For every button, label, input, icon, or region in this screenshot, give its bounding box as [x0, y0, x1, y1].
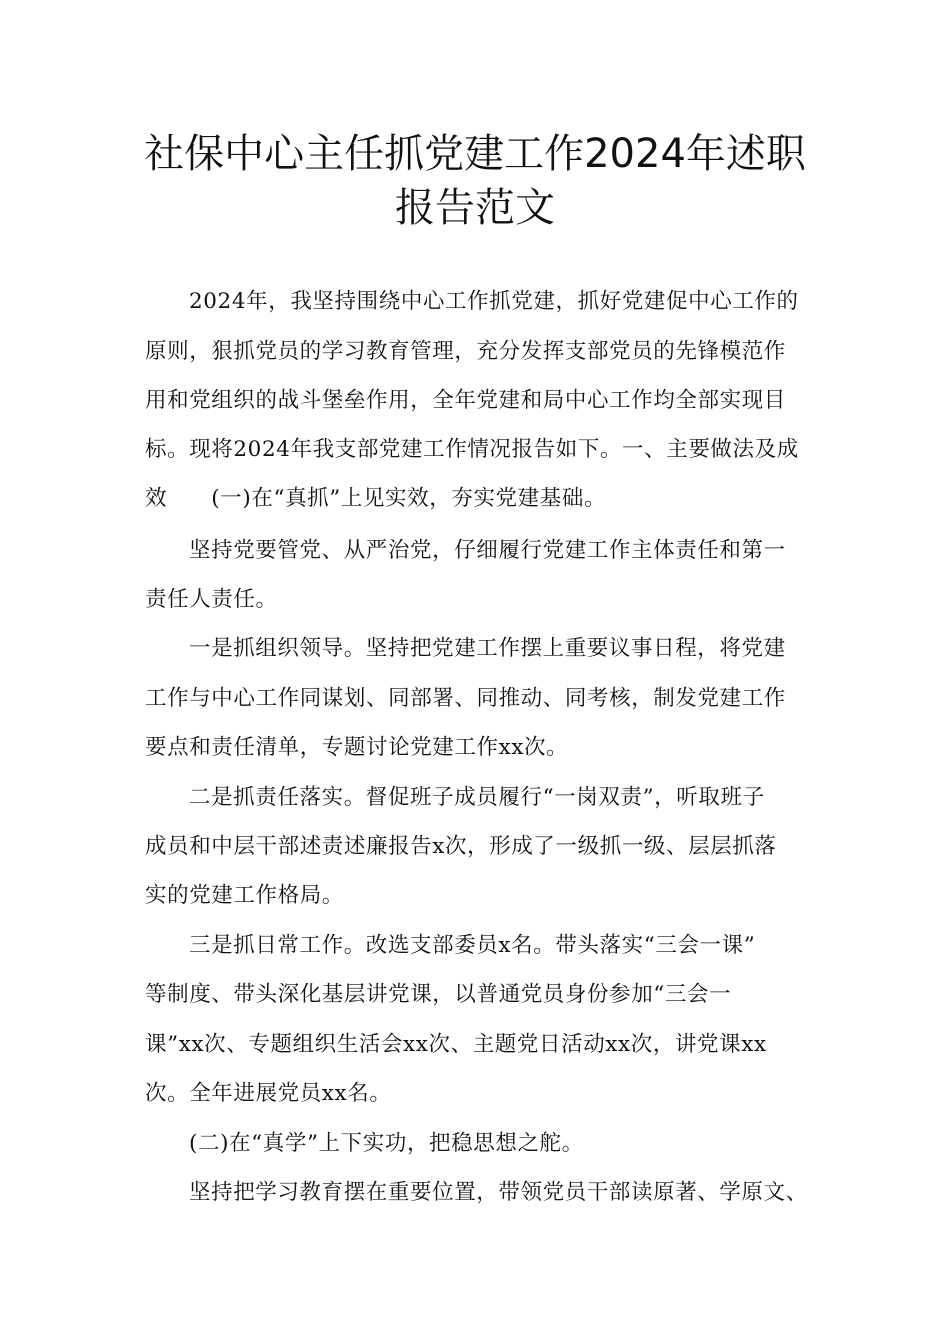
body-line-14: 三是抓日常工作。改选支部委员x名。带头落实“三会一课”	[189, 933, 756, 958]
body-line-17: 次。全年进展党员xx名。	[145, 1081, 392, 1106]
body-line-8: 一是抓组织领导。坚持把党建工作摆上重要议事日程，将党建	[189, 636, 786, 661]
document-title-line-1: 社保中心主任抓党建工作2024年述职	[144, 131, 806, 177]
body-line-16: 课”xx次、专题组织生活会xx次、主题党日活动xx次，讲党课xx	[145, 1032, 767, 1057]
body-line-13: 实的党建工作格局。	[145, 883, 344, 908]
body-line-19: 坚持把学习教育摆在重要位置，带领党员干部读原著、学原文、	[189, 1180, 808, 1205]
body-line-15: 等制度、带头深化基层讲党课，以普通党员身份参加“三会一	[145, 982, 732, 1007]
body-line-2: 原则，狠抓党员的学习教育管理，充分发挥支部党员的先锋模范作	[145, 339, 786, 364]
body-line-11: 二是抓责任落实。督促班子成员履行“一岗双责”，听取班子	[189, 785, 765, 810]
body-line-9: 工作与中心工作同谋划、同部署、同推动、同考核，制发党建工作	[145, 686, 786, 711]
body-line-5: 效 (一)在“真抓”上见实效，夯实党建基础。	[145, 486, 607, 511]
body-line-18: (二)在“真学”上下实功，把稳思想之舵。	[189, 1131, 584, 1156]
body-line-10: 要点和责任清单，专题讨论党建工作xx次。	[145, 735, 569, 760]
body-line-3: 用和党组织的战斗堡垒作用，全年党建和局中心工作均全部实现目	[145, 388, 786, 413]
body-line-12: 成员和中层干部述责述廉报告x次，形成了一级抓一级、层层抓落	[145, 834, 777, 859]
body-line-1: 2024年，我坚持围绕中心工作抓党建，抓好党建促中心工作的	[189, 289, 799, 314]
body-line-6: 坚持党要管党、从严治党，仔细履行党建工作主体责任和第一	[189, 538, 786, 563]
body-line-7: 责任人责任。	[145, 587, 278, 612]
body-line-4: 标。现将2024年我支部党建工作情况报告如下。一、主要做法及成	[145, 437, 799, 462]
document-title-line-2: 报告范文	[395, 185, 555, 231]
